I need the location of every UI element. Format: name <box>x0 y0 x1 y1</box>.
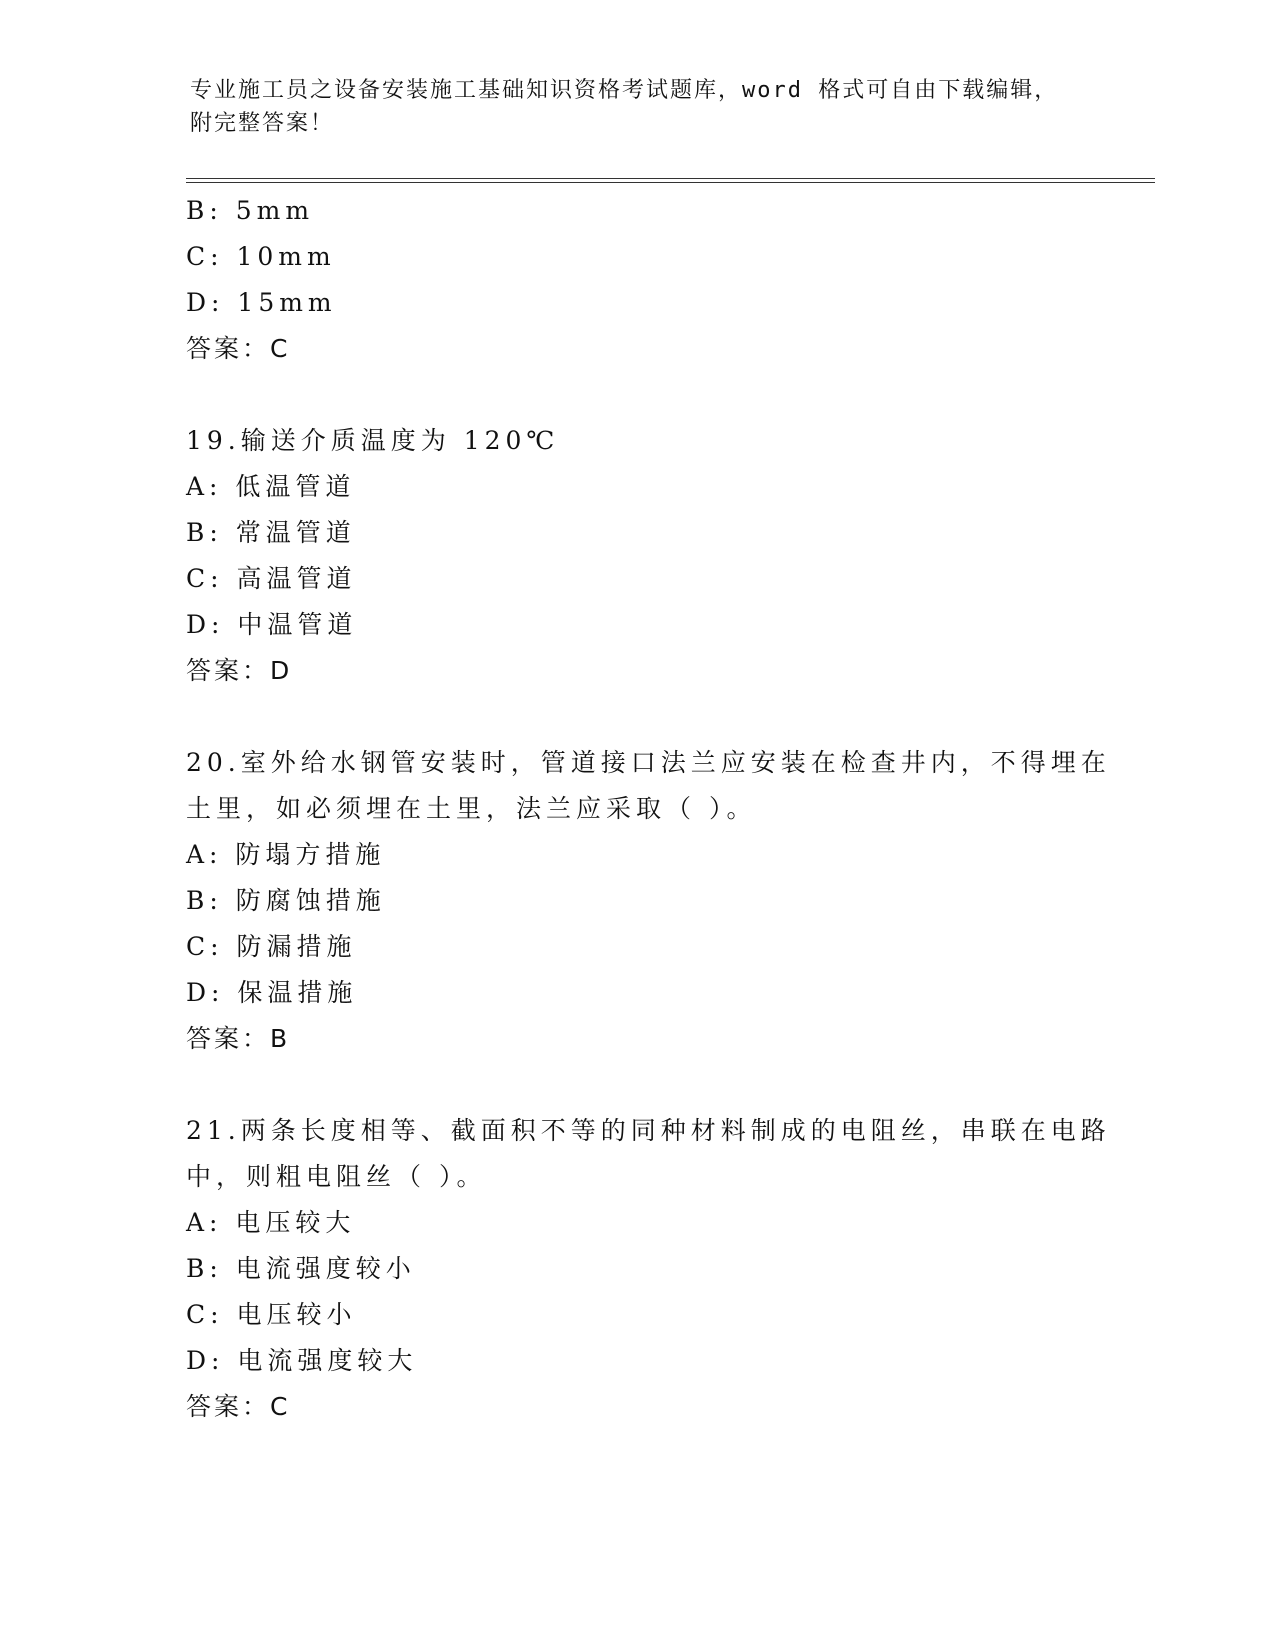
option-c: C: 10mm <box>186 242 336 271</box>
option-c: C: 电压较小 <box>186 1300 357 1329</box>
question-stem-line-2: 中，则粗电阻丝（ ）。 <box>186 1162 487 1191</box>
spacer <box>186 372 1086 418</box>
question-stem-line-1: 21.两条长度相等、截面积不等的同种材料制成的电阻丝，串联在电路 <box>186 1116 1111 1145</box>
option-d: D: 中温管道 <box>186 610 358 639</box>
answer: 答案：C <box>186 1392 291 1421</box>
answer: 答案：C <box>186 334 291 363</box>
option-c: C: 高温管道 <box>186 564 357 593</box>
option-a: A: 电压较大 <box>186 1208 356 1237</box>
spacer <box>186 1062 1086 1108</box>
question-21 <box>186 1108 1111 1430</box>
spacer <box>186 694 1086 740</box>
option-a: A: 防塌方措施 <box>186 840 386 869</box>
header-line-2: 附完整答案！ <box>190 111 335 136</box>
option-b: B: 电流强度较小 <box>186 1254 416 1283</box>
question-19 <box>186 418 1086 694</box>
answer: 答案：B <box>186 1024 291 1053</box>
option-d: D: 15mm <box>186 288 337 317</box>
option-d: D: 电流强度较大 <box>186 1346 418 1375</box>
option-d: D: 保温措施 <box>186 978 358 1007</box>
question-stem-line-1: 20.室外给水钢管安装时，管道接口法兰应安装在检查井内，不得埋在 <box>186 748 1111 777</box>
option-b: B: 5mm <box>186 196 315 225</box>
header-line-1: 专业施工员之设备安装施工基础知识资格考试题库，word 格式可自由下载编辑， <box>190 78 1059 103</box>
option-b: B: 常温管道 <box>186 518 356 547</box>
option-a: A: 低温管道 <box>186 472 356 501</box>
question-18-tail <box>186 188 1086 372</box>
header-divider <box>186 178 1155 183</box>
question-stem-line-2: 土里，如必须埋在土里，法兰应采取（ ）。 <box>186 794 757 823</box>
option-c: C: 防漏措施 <box>186 932 357 961</box>
option-b: B: 防腐蚀措施 <box>186 886 386 915</box>
question-content <box>186 188 1111 1430</box>
question-stem: 19.输送介质温度为 120℃ <box>186 426 560 455</box>
answer: 答案：D <box>186 656 293 685</box>
document-header <box>190 74 1090 140</box>
question-20 <box>186 740 1111 1062</box>
